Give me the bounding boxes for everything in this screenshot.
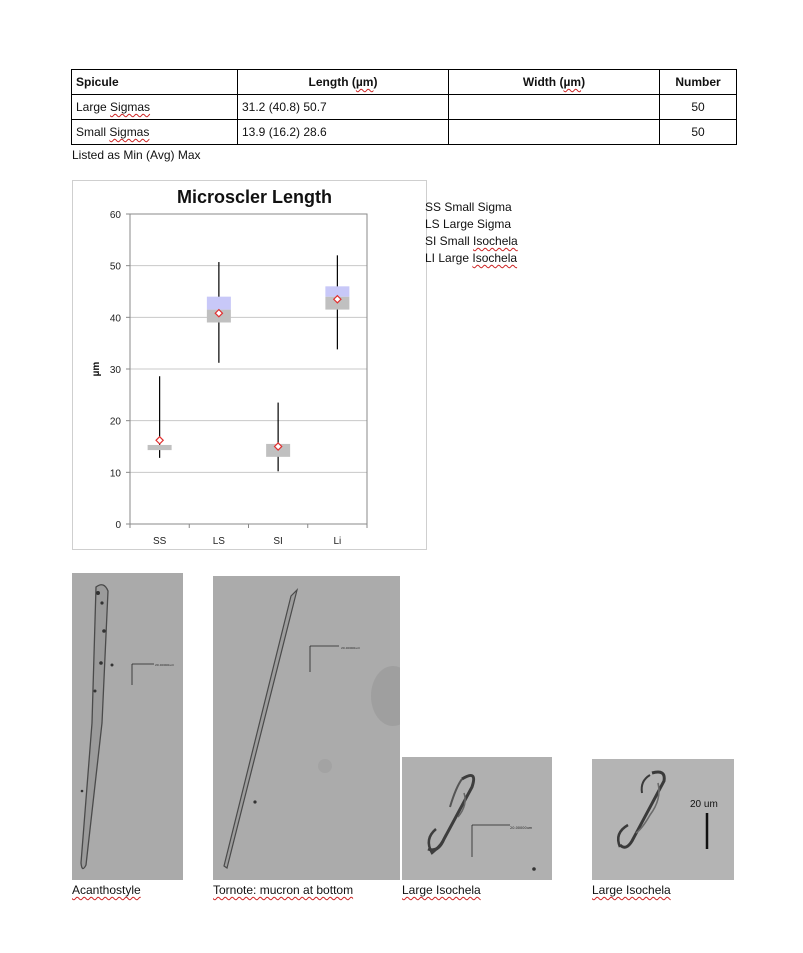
cell-number: 50 bbox=[660, 95, 737, 120]
large-isochela-micrograph-2 bbox=[592, 759, 734, 880]
table-note: Listed as Min (Avg) Max bbox=[72, 148, 201, 162]
scale-label: 20.00000um bbox=[155, 663, 175, 667]
header-width: Width (µm) bbox=[449, 70, 660, 95]
header-spicule: Spicule bbox=[72, 70, 238, 95]
y-tick-label: 30 bbox=[109, 365, 121, 376]
cell-number: 50 bbox=[660, 120, 737, 145]
caption-large-isochela-1: Large Isochela bbox=[402, 883, 481, 897]
x-tick-label: LS bbox=[212, 536, 225, 547]
x-tick-label: Li bbox=[333, 536, 342, 547]
y-tick-label: 10 bbox=[109, 468, 121, 480]
y-tick-label: 0 bbox=[115, 520, 121, 531]
microscler-length-chart bbox=[72, 180, 427, 550]
box-upper bbox=[207, 297, 231, 310]
x-tick-label: SS bbox=[152, 536, 167, 547]
y-tick-label: 50 bbox=[109, 261, 121, 273]
box-lower bbox=[148, 445, 172, 450]
acanthostyle-micrograph bbox=[72, 573, 183, 880]
scale-label: 20 um bbox=[690, 799, 718, 810]
legend-item-ss: SS Small Sigma bbox=[425, 200, 512, 214]
cell-length: 31.2 (40.8) 50.7 bbox=[238, 95, 449, 120]
caption-large-isochela-2: Large Isochela bbox=[592, 883, 671, 897]
isochela-micrograph-icon bbox=[592, 759, 734, 880]
y-tick-label: 20 bbox=[109, 416, 121, 428]
table-header-row bbox=[72, 70, 737, 95]
large-isochela-micrograph-1 bbox=[402, 757, 552, 880]
header-number: Number bbox=[660, 70, 737, 95]
legend-item-ls: LS Large Sigma bbox=[425, 217, 512, 231]
scale-label: 20.00000um bbox=[510, 826, 533, 830]
legend-item-si: SI Small Isochela bbox=[425, 234, 518, 248]
y-tick-label: 60 bbox=[109, 210, 121, 221]
caption-tornote: Tornote: mucron at bottom bbox=[213, 883, 354, 897]
cell-length: 13.9 (16.2) 28.6 bbox=[238, 120, 449, 145]
cell-spicule: Large Sigmas bbox=[72, 95, 238, 120]
cell-width bbox=[449, 95, 660, 120]
y-tick-label: 40 bbox=[109, 313, 121, 325]
acanthostyle-micrograph-icon bbox=[72, 573, 183, 880]
x-tick-label: SI bbox=[273, 536, 283, 547]
cell-spicule: Small Sigmas bbox=[72, 120, 238, 145]
isochela-micrograph-icon bbox=[402, 757, 552, 880]
abbreviation-legend bbox=[425, 199, 518, 267]
y-axis-label: µm bbox=[91, 361, 102, 377]
spicule-table bbox=[71, 69, 737, 145]
chart-title: Microscler Length bbox=[176, 187, 333, 207]
scale-label: 20.00000um bbox=[341, 646, 361, 650]
table-row bbox=[72, 95, 737, 120]
mean-marker bbox=[156, 437, 163, 444]
tornote-micrograph bbox=[213, 576, 400, 880]
legend-item-li: LI Large Isochela bbox=[425, 251, 518, 265]
header-length: Length (µm) bbox=[238, 70, 449, 95]
cell-width bbox=[449, 120, 660, 145]
table-row bbox=[72, 120, 737, 145]
caption-acanthostyle: Acanthostyle bbox=[72, 883, 141, 897]
chart-canvas bbox=[73, 181, 426, 549]
tornote-micrograph-icon bbox=[213, 576, 400, 880]
